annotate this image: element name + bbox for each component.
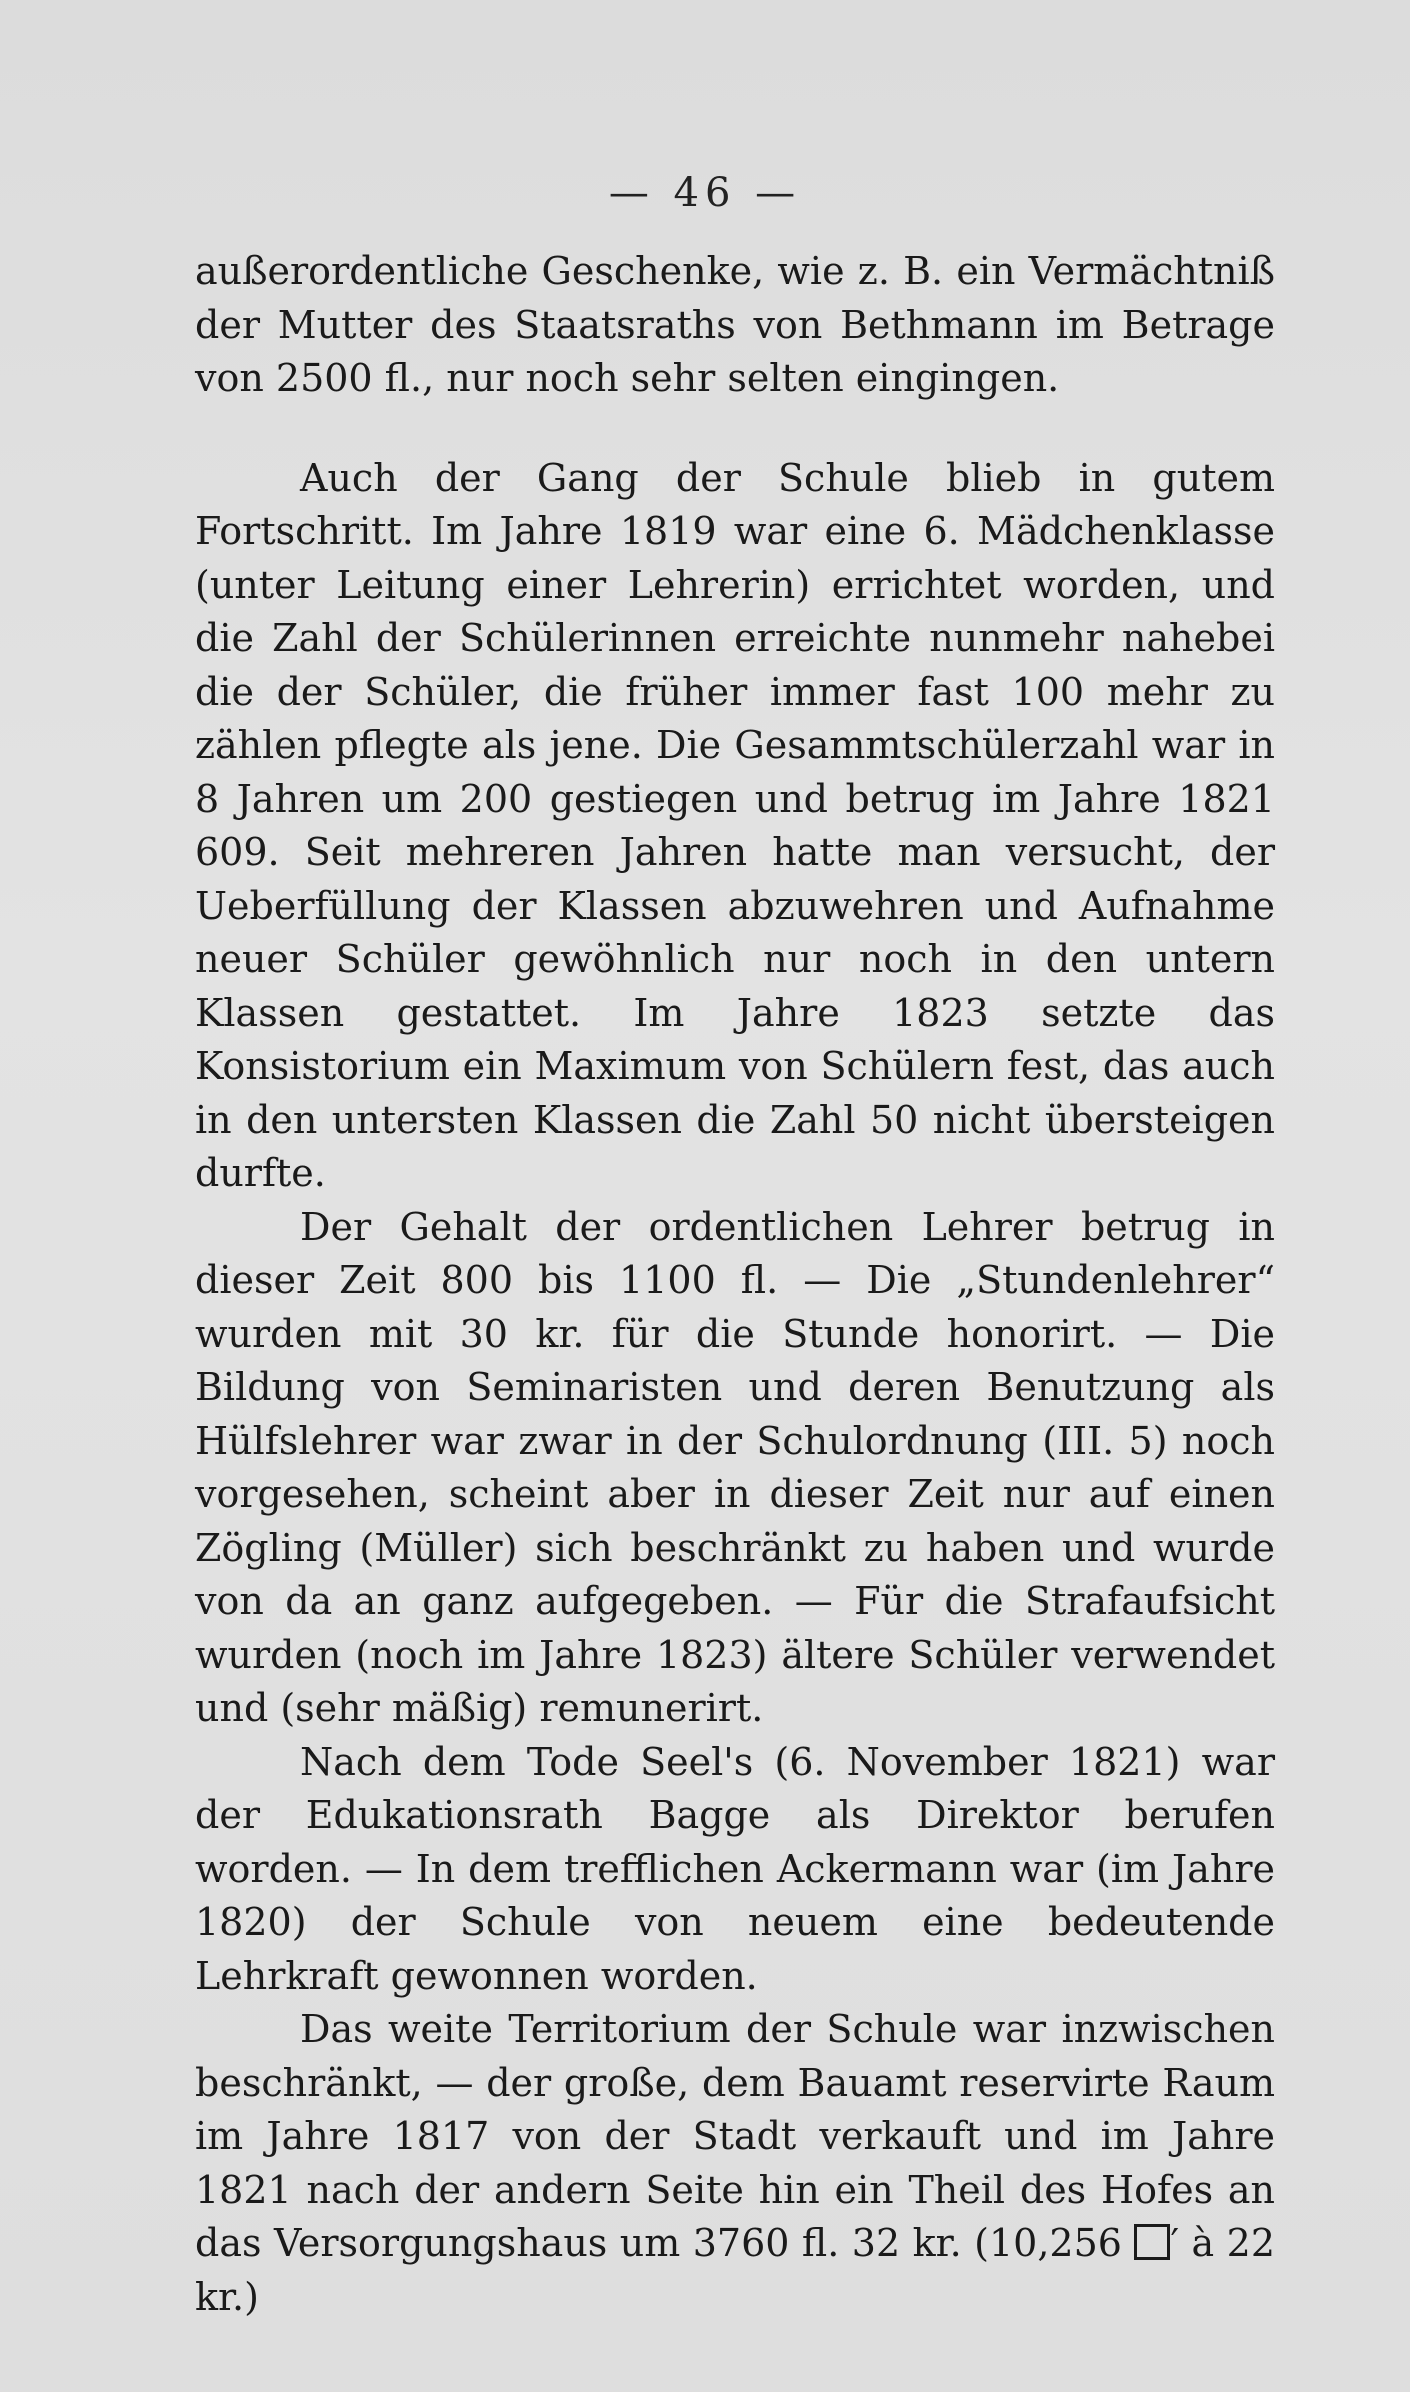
page-number: — 46 — xyxy=(608,170,802,216)
paragraph-5 xyxy=(195,2003,1275,2324)
paragraph-1: außerordentliche Geschenke, wie z. B. ein Vermächtniß der Mutter des Staatsraths von Bethmann im Betrage von 2500 fl., nur noch sehr selten eingingen. xyxy=(195,249,1275,400)
paragraph-5-tail: ′ à 22 kr.) xyxy=(195,2221,1276,2319)
paragraph-5-text: Das weite Territorium der Schule war inzwischen beschränkt, — der große, dem Bauamt reservirte Raum im Jahre 1817 von der Stadt verkauft und im Jahre 1821 nach der andern Seite hin ein Theil des Hofes an das Versorgungshaus um 3760 fl. 32 kr. (10,256 xyxy=(195,2007,1275,2265)
paragraph-3: Der Gehalt der ordentlichen Lehrer betrug in dieser Zeit 800 bis 1100 fl. — Die „Stundenlehrer“ wurden mit 30 kr. für die Stunde honorirt. — Die Bildung von Seminaristen und deren Benutzung als Hülfslehrer war zwar in der Schulordnung (III. 5) noch vorgesehen, scheint aber in dieser Zeit nur auf einen Zögling (Müller) sich beschränkt zu haben und wurde von da an ganz aufgegeben. — Für die Strafaufsicht wurden (noch im Jahre 1823) ältere Schüler verwendet und (sehr mäßig) remunerirt. xyxy=(195,1204,1275,1730)
paragraph-4: Nach dem Tode Seel's (6. November 1821) war der Edukationsrath Bagge als Direktor berufen worden. — In dem trefflichen Ackermann war (im Jahre 1820) der Schule von neuem eine bedeutende Lehrkraft gewonnen worden. xyxy=(195,1739,1275,1998)
square-foot-icon xyxy=(1134,2224,1170,2260)
paragraph-2: Auch der Gang der Schule blieb in gutem Fortschritt. Im Jahre 1819 war eine 6. Mädchenklasse (unter Leitung einer Lehrerin) errichtet worden, und die Zahl der Schülerinnen erreichte nunmehr nahebei die der Schüler, die früher immer fast 100 mehr zu zählen pflegte als jene. Die Gesammtschülerzahl war in 8 Jahren um 200 gestiegen und betrug im Jahre 1821 609. Seit mehreren Jahren hatte man versucht, der Ueberfüllung der Klassen abzuwehren und Aufnahme neuer Schüler gewöhnlich nur noch in den untern Klassen gestattet. Im Jahre 1823 setzte das Konsistorium ein Maximum von Schülern fest, das auch in den untersten Klassen die Zahl 50 nicht übersteigen durfte. xyxy=(195,455,1275,1195)
body-text xyxy=(195,245,1275,2324)
